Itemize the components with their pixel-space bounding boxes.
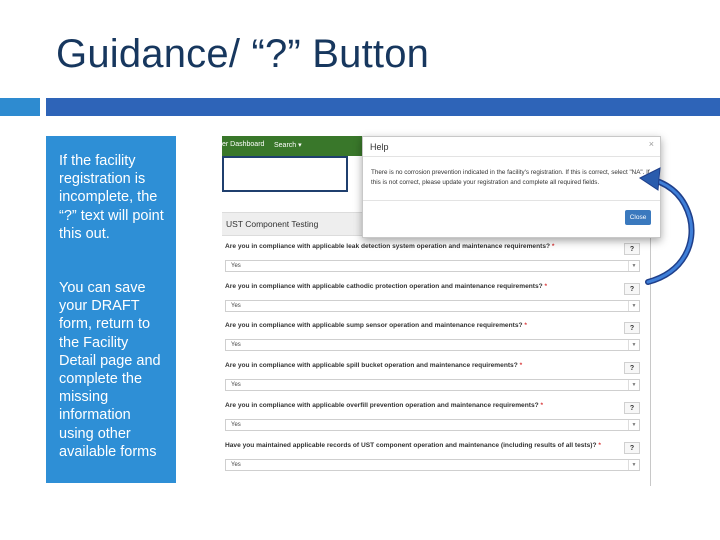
- question-label: [225, 322, 527, 329]
- select-value: Yes: [231, 263, 241, 269]
- curved-arrow-icon: [630, 160, 700, 300]
- dialog-message: There is no corrosion prevention indicated in the facility's registration. If this is correct, select "NA". If this is not correct, please update your registration and complete all required fields.: [371, 169, 650, 186]
- question-label: [225, 283, 547, 290]
- help-button[interactable]: ?: [624, 243, 640, 255]
- close-icon[interactable]: ×: [648, 139, 654, 149]
- help-button[interactable]: ?: [624, 322, 640, 334]
- question-label: [225, 362, 522, 369]
- nav-dashboard-link[interactable]: er Dashboard: [222, 141, 265, 148]
- help-dialog: [362, 136, 661, 238]
- required-marker: *: [551, 243, 555, 250]
- arrow-curve: [648, 180, 692, 282]
- caret-down-icon: ▼: [628, 301, 639, 311]
- slide-title: Guidance/ “?” Button: [56, 32, 430, 76]
- help-button[interactable]: ?: [624, 283, 640, 295]
- select-value: Yes: [231, 382, 241, 388]
- callout-text-1: If the facility registration is incomplete, the “?” text will point this out.: [59, 153, 164, 242]
- caret-down-icon: ▼: [628, 460, 639, 470]
- question-label: [225, 442, 601, 449]
- accent-bar-small: [0, 98, 40, 116]
- caret-down-icon: ▼: [628, 261, 639, 271]
- dialog-divider: [363, 200, 660, 201]
- answer-select[interactable]: [225, 459, 640, 471]
- caret-down-icon: ▼: [628, 380, 639, 390]
- help-button[interactable]: ?: [624, 442, 640, 454]
- callout-text-2: You can save your DRAFT form, return to the Facility Detail page and complete the missing information using other available forms: [59, 280, 161, 460]
- select-value: Yes: [231, 303, 241, 309]
- arrow-curve-inner: [648, 180, 692, 282]
- question-text: Are you in compliance with applicable spill bucket operation and maintenance requirements?: [225, 362, 518, 369]
- answer-select[interactable]: [225, 339, 640, 351]
- answer-select[interactable]: [225, 300, 640, 312]
- required-marker: *: [540, 402, 544, 409]
- section-title: UST Component Testing: [226, 219, 319, 229]
- arrow-head: [640, 168, 660, 190]
- required-marker: *: [598, 442, 601, 449]
- help-button[interactable]: ?: [624, 362, 640, 374]
- question-text: Are you in compliance with applicable leak detection system operation and maintenance requirements?: [225, 243, 551, 250]
- required-marker: *: [544, 283, 548, 290]
- question-text: Are you in compliance with applicable overfill prevention operation and maintenance requirements?: [225, 402, 539, 409]
- nav-search-menu[interactable]: Search ▾: [274, 142, 302, 149]
- dialog-title: Help: [370, 142, 389, 152]
- question-text: Have you maintained applicable records of UST component operation and maintenance (including results of all tests)?: [225, 442, 597, 449]
- caret-down-icon: ▼: [628, 420, 639, 430]
- question-label: [225, 402, 543, 409]
- required-marker: *: [524, 322, 527, 329]
- answer-select[interactable]: [225, 260, 640, 272]
- caret-down-icon: ▼: [628, 340, 639, 350]
- answer-select[interactable]: [225, 419, 640, 431]
- required-marker: *: [519, 362, 523, 369]
- accent-bar: [46, 98, 720, 116]
- question-label: [225, 243, 554, 250]
- dialog-divider: [363, 156, 660, 157]
- callout-box: [46, 136, 176, 483]
- highlight-box: [222, 156, 348, 192]
- question-text: Are you in compliance with applicable sump sensor operation and maintenance requirements?: [225, 322, 523, 329]
- select-value: Yes: [231, 422, 241, 428]
- answer-select[interactable]: [225, 379, 640, 391]
- select-value: Yes: [231, 462, 241, 468]
- question-text: Are you in compliance with applicable cathodic protection operation and maintenance requirements?: [225, 283, 543, 290]
- dialog-close-button[interactable]: Close: [625, 210, 651, 225]
- help-button[interactable]: ?: [624, 402, 640, 414]
- select-value: Yes: [231, 342, 241, 348]
